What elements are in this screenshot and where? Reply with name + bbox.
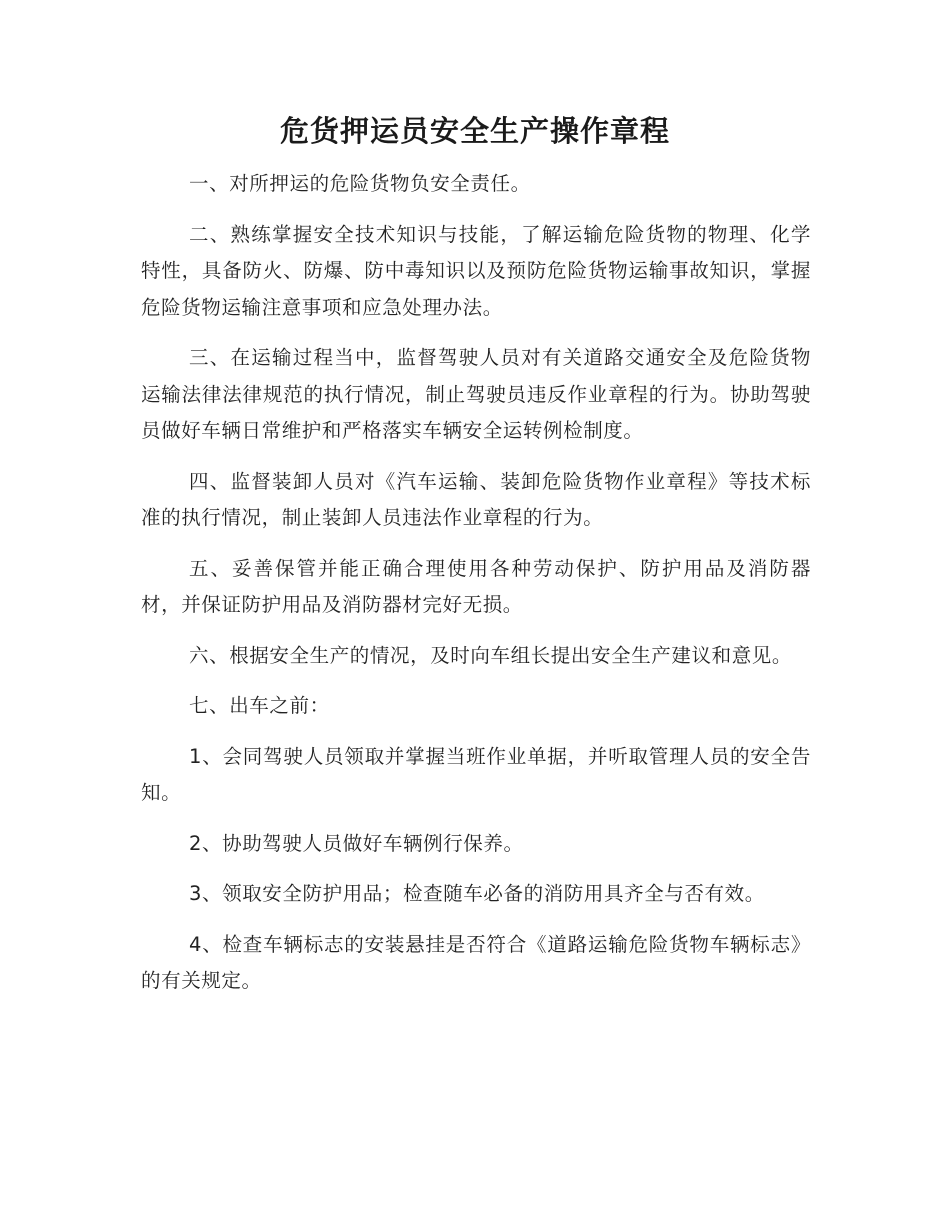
paragraph-4: 四、监督装卸人员对《汽车运输、装卸危险货物作业章程》等技术标准的执行情况，制止装卸人员违法作业章程的行为。: [141, 469, 811, 529]
paragraph-2: 二、熟练掌握安全技术知识与技能，了解运输危险货物的物理、化学特性，具备防火、防爆、防中毒知识以及预防危险货物运输事故知识，掌握危险货物运输注意事项和应急处理办法。: [141, 222, 811, 319]
paragraph-5: 五、妥善保管并能正确合理使用各种劳动保护、防护用品及消防器材，并保证防护用品及消防器材完好无损。: [141, 556, 811, 616]
document-title: 危货押运员安全生产操作章程: [279, 114, 670, 148]
paragraph-7-item-1: 1、会同驾驶人员领取并掌握当班作业单据，并听取管理人员的安全告知。: [141, 744, 811, 804]
paragraph-7-item-2: 2、协助驾驶人员做好车辆例行保养。: [189, 831, 524, 855]
paragraph-1: 一、对所押运的危险货物负安全责任。: [189, 172, 531, 195]
paragraph-6: 六、根据安全生产的情况，及时向车组长提出安全生产建议和意见。: [189, 643, 793, 667]
document-body: [141, 166, 811, 1014]
paragraph-7-item-3: 3、领取安全防护用品；检查随车必备的消防用具齐全与否有效。: [189, 882, 765, 905]
paragraph-7: 七、出车之前：: [189, 694, 330, 717]
paragraph-7-item-4: 4、检查车辆标志的安装悬挂是否符合《道路运输危险货物车辆标志》的有关规定。: [141, 932, 811, 992]
paragraph-3: 三、在运输过程当中，监督驾驶人员对有关道路交通安全及危险货物运输法律法律规范的执行情况，制止驾驶员违反作业章程的行为。协助驾驶员做好车辆日常维护和严格落实车辆安全运转例检制度。: [141, 346, 811, 442]
